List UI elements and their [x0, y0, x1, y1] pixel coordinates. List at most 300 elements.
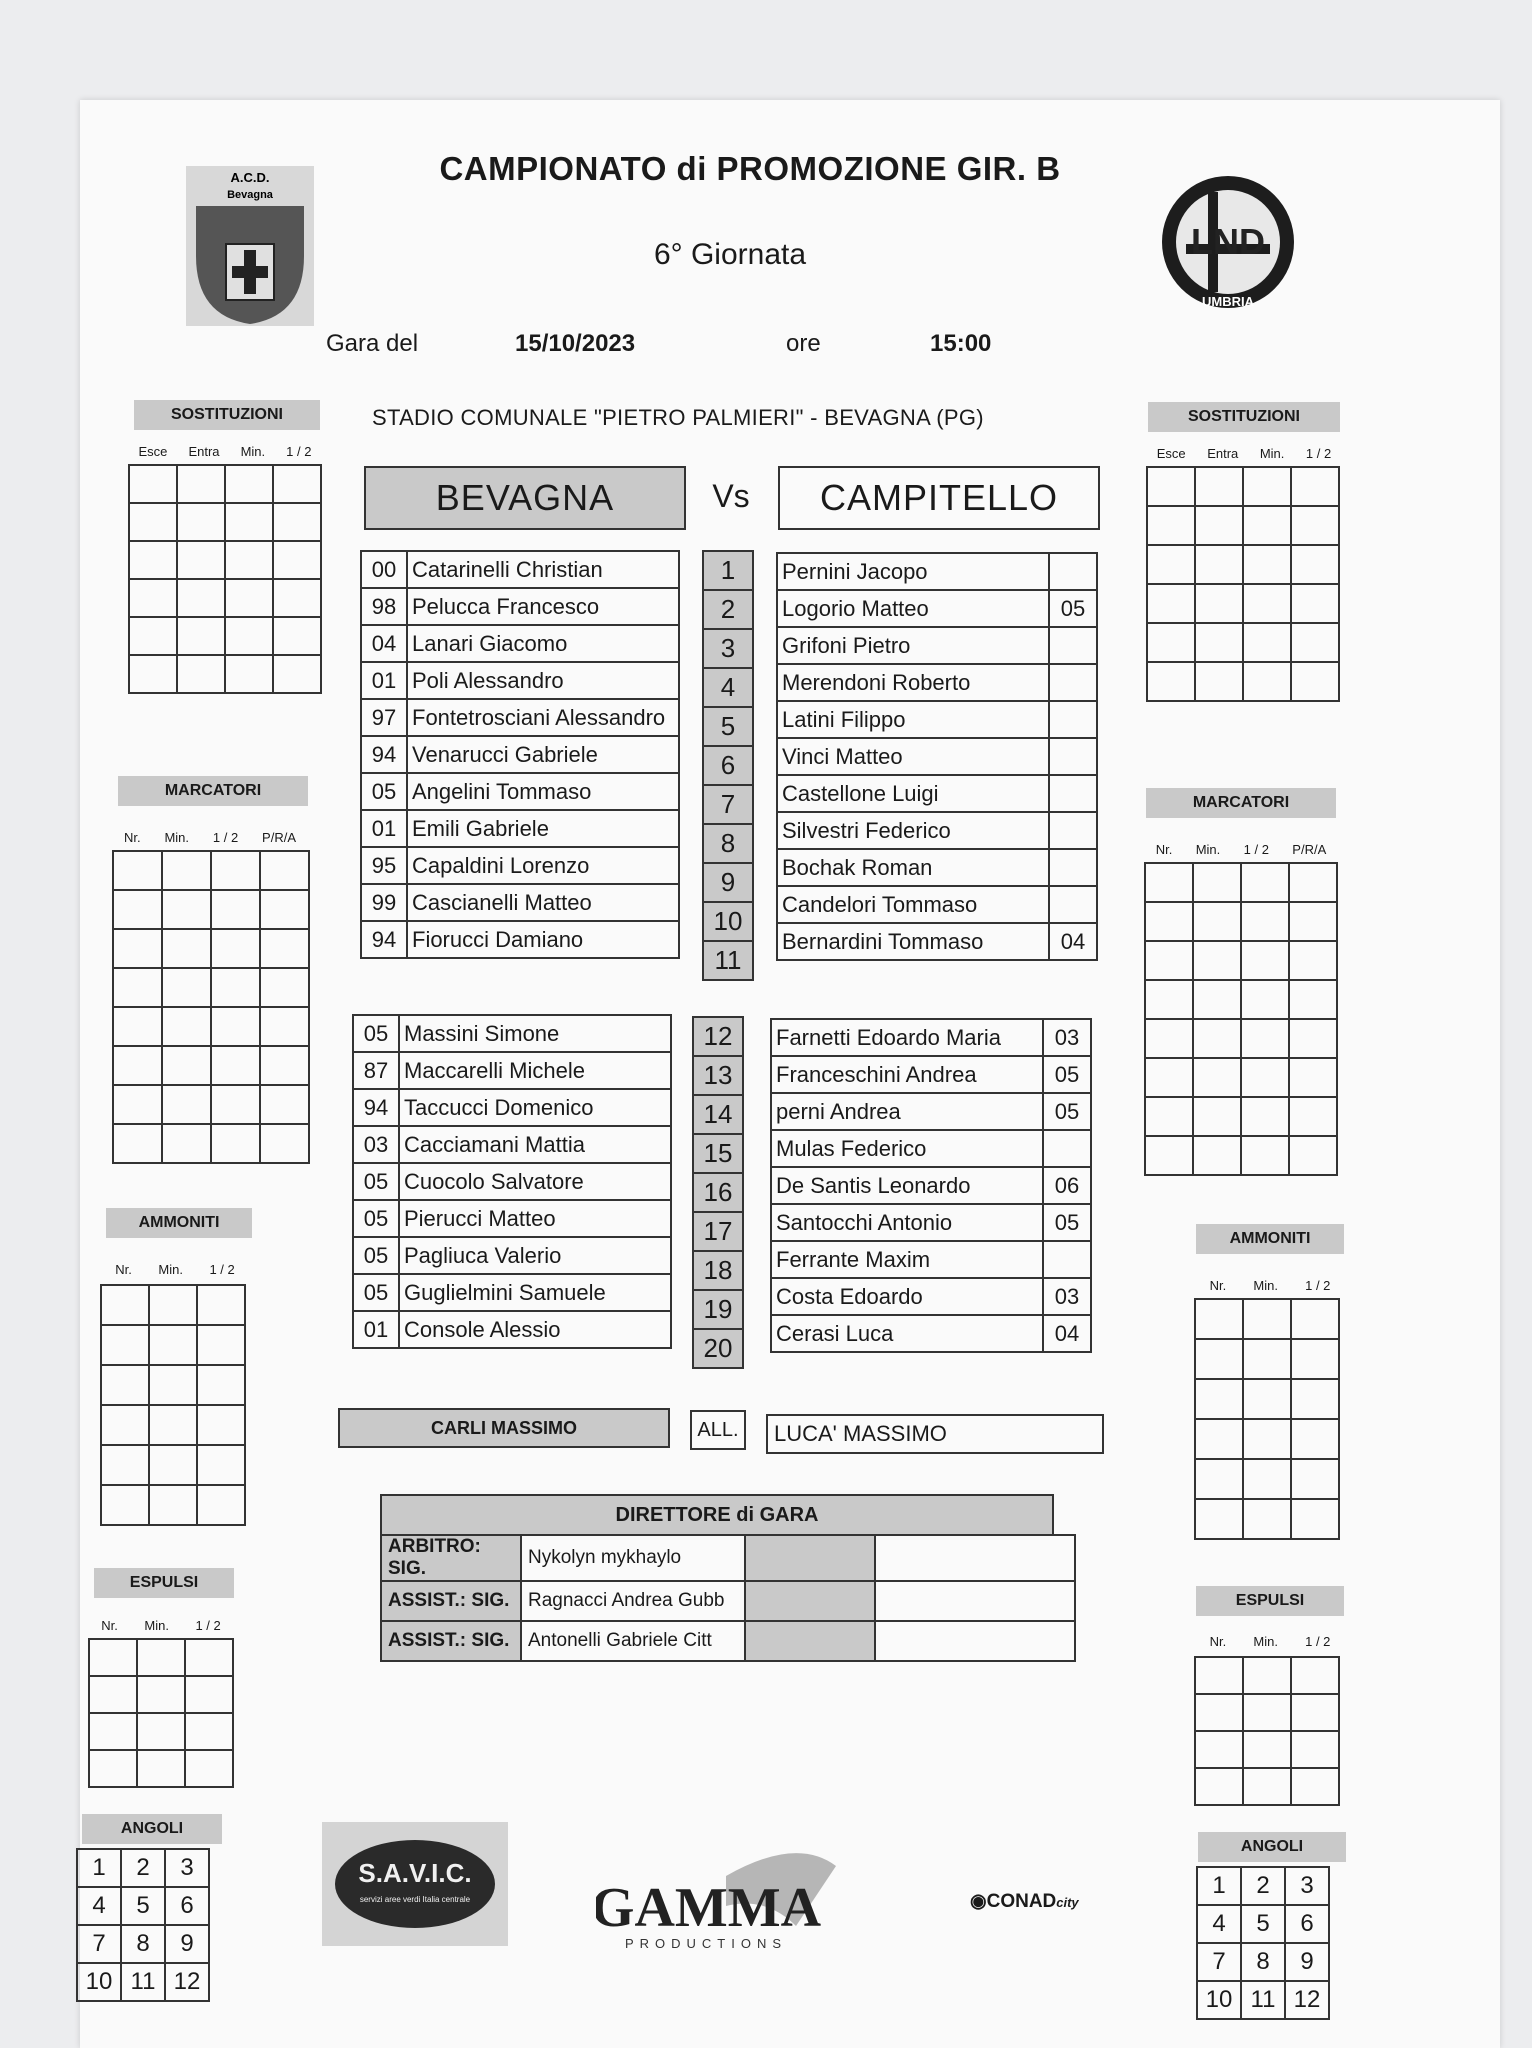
grid-cell[interactable] — [177, 579, 225, 617]
grid-row — [1195, 1459, 1339, 1499]
jersey-row — [703, 668, 753, 707]
grid-cell[interactable] — [177, 617, 225, 655]
grid-cell[interactable] — [1195, 1299, 1243, 1339]
grid-cell[interactable] — [1147, 545, 1195, 584]
player-birth-year: 87 — [353, 1052, 399, 1089]
grid-cell[interactable] — [137, 1750, 185, 1787]
player-name: Franceschini Andrea — [771, 1056, 1043, 1093]
grid-cell[interactable] — [1147, 623, 1195, 662]
grid-cell[interactable] — [1241, 1097, 1289, 1136]
corner-cell[interactable]: 5 — [121, 1887, 165, 1925]
referee-row — [381, 1535, 1075, 1581]
grid-cell[interactable] — [1243, 506, 1291, 545]
player-birth-year: 01 — [361, 810, 407, 847]
corner-cell[interactable]: 3 — [1285, 1867, 1329, 1905]
grid-cell[interactable] — [225, 617, 273, 655]
grid-cell[interactable] — [225, 465, 273, 503]
grid-row — [1195, 1299, 1339, 1339]
home-amm-columns: Nr. Min. 1 / 2 — [115, 1262, 235, 1277]
grid-cell[interactable] — [1193, 1097, 1241, 1136]
grid-cell[interactable] — [1193, 941, 1241, 980]
grid-cell[interactable] — [1291, 1299, 1339, 1339]
grid-cell[interactable] — [197, 1405, 245, 1445]
grid-cell[interactable] — [1147, 506, 1195, 545]
player-name: Bernardini Tommaso — [777, 923, 1049, 960]
grid-cell[interactable] — [273, 617, 321, 655]
home-bench-table — [352, 1014, 672, 1349]
referee-row — [381, 1581, 1075, 1621]
player-birth-year: 05 — [1043, 1093, 1091, 1130]
grid-cell[interactable] — [1145, 863, 1193, 902]
grid-cell[interactable] — [149, 1485, 197, 1525]
grid-cell[interactable] — [162, 1085, 211, 1124]
grid-cell[interactable] — [1145, 1097, 1193, 1136]
grid-cell[interactable] — [149, 1285, 197, 1325]
jersey-number: 13 — [693, 1056, 743, 1095]
grid-cell[interactable] — [273, 503, 321, 541]
player-name: Mulas Federico — [771, 1130, 1043, 1167]
grid-cell[interactable] — [1195, 1379, 1243, 1419]
grid-row — [113, 1085, 309, 1124]
jersey-number: 1 — [703, 551, 753, 590]
player-name: De Santis Leonardo — [771, 1167, 1043, 1204]
grid-cell[interactable] — [197, 1445, 245, 1485]
corner-cell[interactable]: 7 — [77, 1925, 121, 1963]
grid-cell[interactable] — [260, 1007, 309, 1046]
grid-cell[interactable] — [1243, 1768, 1291, 1805]
grid-row — [1145, 1019, 1337, 1058]
grid-cell[interactable] — [1145, 1019, 1193, 1058]
corner-cell[interactable]: 1 — [77, 1849, 121, 1887]
grid-cell[interactable] — [1241, 941, 1289, 980]
grid-cell[interactable] — [1147, 662, 1195, 701]
corner-cell[interactable]: 12 — [165, 1963, 209, 2001]
away-esp-columns: Nr. Min. 1 / 2 — [1209, 1634, 1331, 1649]
grid-cell[interactable] — [211, 1124, 260, 1163]
grid-cell[interactable] — [197, 1285, 245, 1325]
player-birth-year: 04 — [1049, 923, 1097, 960]
jersey-number: 18 — [693, 1251, 743, 1290]
player-name: Guglielmini Samuele — [399, 1274, 671, 1311]
grid-cell[interactable] — [1195, 506, 1243, 545]
grid-row — [1195, 1339, 1339, 1379]
grid-cell[interactable] — [1243, 623, 1291, 662]
grid-cell[interactable] — [1195, 545, 1243, 584]
grid-cell[interactable] — [1243, 1379, 1291, 1419]
grid-cell[interactable] — [1193, 863, 1241, 902]
lnd-umbria-logo — [1146, 172, 1310, 314]
grid-cell[interactable] — [1195, 1731, 1243, 1768]
corner-cell[interactable]: 10 — [1197, 1981, 1241, 2019]
player-birth-year: 05 — [353, 1274, 399, 1311]
grid-cell[interactable] — [101, 1365, 149, 1405]
grid-cell[interactable] — [1145, 1058, 1193, 1097]
grid-cell[interactable] — [89, 1639, 137, 1676]
grid-cell[interactable] — [1291, 1459, 1339, 1499]
grid-cell[interactable] — [129, 617, 177, 655]
grid-cell[interactable] — [113, 968, 162, 1007]
grid-cell[interactable] — [1291, 1694, 1339, 1731]
home-marcatori-label: MARCATORI — [118, 776, 308, 806]
grid-cell[interactable] — [101, 1485, 149, 1525]
corners-row — [77, 1963, 209, 2001]
grid-cell[interactable] — [1291, 1499, 1339, 1539]
bevagna-club-logo — [186, 166, 314, 326]
jersey-number: 10 — [703, 902, 753, 941]
corner-cell[interactable]: 11 — [121, 1963, 165, 2001]
player-row — [361, 810, 679, 847]
corner-cell[interactable]: 1 — [1197, 1867, 1241, 1905]
grid-cell[interactable] — [1147, 467, 1195, 506]
grid-cell[interactable] — [1145, 980, 1193, 1019]
grid-cell[interactable] — [113, 929, 162, 968]
grid-cell[interactable] — [177, 465, 225, 503]
player-row — [361, 847, 679, 884]
grid-cell[interactable] — [1243, 1694, 1291, 1731]
grid-cell[interactable] — [1193, 1136, 1241, 1175]
away-esp-grid[interactable] — [1194, 1656, 1340, 1806]
player-row — [771, 1056, 1091, 1093]
grid-cell[interactable] — [1193, 980, 1241, 1019]
player-row — [361, 699, 679, 736]
grid-cell[interactable] — [197, 1365, 245, 1405]
grid-cell[interactable] — [177, 541, 225, 579]
grid-cell[interactable] — [225, 541, 273, 579]
grid-cell[interactable] — [273, 579, 321, 617]
away-ammoniti-label: AMMONITI — [1196, 1224, 1344, 1254]
grid-cell[interactable] — [185, 1750, 233, 1787]
grid-cell[interactable] — [1291, 1731, 1339, 1768]
grid-cell[interactable] — [1241, 1019, 1289, 1058]
grid-cell[interactable] — [260, 968, 309, 1007]
player-name: Farnetti Edoardo Maria — [771, 1019, 1043, 1056]
grid-cell[interactable] — [162, 1124, 211, 1163]
player-row — [777, 627, 1097, 664]
grid-cell[interactable] — [1291, 506, 1339, 545]
away-sost-grid[interactable] — [1146, 466, 1340, 702]
grid-cell[interactable] — [1195, 1419, 1243, 1459]
corner-cell[interactable]: 7 — [1197, 1943, 1241, 1981]
svg-text:servizi aree verdi Italia cent: servizi aree verdi Italia centrale — [359, 1895, 471, 1904]
player-birth-year — [1049, 738, 1097, 775]
grid-cell[interactable] — [1289, 1058, 1337, 1097]
jersey-row — [703, 902, 753, 941]
grid-cell[interactable] — [177, 655, 225, 693]
grid-cell[interactable] — [1195, 1694, 1243, 1731]
grid-cell[interactable] — [101, 1285, 149, 1325]
grid-cell[interactable] — [1243, 1419, 1291, 1459]
jersey-number: 16 — [693, 1173, 743, 1212]
grid-cell[interactable] — [1289, 1097, 1337, 1136]
grid-cell[interactable] — [225, 503, 273, 541]
away-amm-grid[interactable] — [1194, 1298, 1340, 1540]
away-marc-grid[interactable] — [1144, 862, 1338, 1176]
home-team-name: BEVAGNA — [364, 466, 686, 530]
player-birth-year — [1049, 553, 1097, 590]
player-name: Catarinelli Christian — [407, 551, 679, 588]
jersey-row — [693, 1056, 743, 1095]
grid-cell[interactable] — [1193, 1058, 1241, 1097]
corner-cell[interactable]: 8 — [121, 1925, 165, 1963]
jersey-row — [693, 1095, 743, 1134]
corner-cell[interactable]: 11 — [1241, 1981, 1285, 2019]
grid-cell[interactable] — [129, 579, 177, 617]
grid-cell[interactable] — [149, 1445, 197, 1485]
grid-cell[interactable] — [1195, 1499, 1243, 1539]
jersey-number: 12 — [693, 1017, 743, 1056]
grid-cell[interactable] — [149, 1325, 197, 1365]
grid-cell[interactable] — [1291, 1339, 1339, 1379]
grid-cell[interactable] — [1147, 584, 1195, 623]
player-row — [361, 588, 679, 625]
grid-cell[interactable] — [129, 655, 177, 693]
away-corners-grid[interactable] — [1196, 1866, 1330, 2020]
grid-row — [113, 929, 309, 968]
corner-cell[interactable]: 6 — [1285, 1905, 1329, 1943]
player-row — [361, 773, 679, 810]
grid-cell[interactable] — [1291, 1419, 1339, 1459]
grid-cell[interactable] — [1195, 1459, 1243, 1499]
player-birth-year: 03 — [1043, 1019, 1091, 1056]
grid-cell[interactable] — [1289, 863, 1337, 902]
grid-cell[interactable] — [211, 968, 260, 1007]
grid-row — [101, 1365, 245, 1405]
grid-cell[interactable] — [113, 1124, 162, 1163]
player-row — [771, 1167, 1091, 1204]
savic-sponsor-logo — [322, 1822, 508, 1946]
grid-row — [1145, 1097, 1337, 1136]
grid-cell[interactable] — [101, 1445, 149, 1485]
grid-cell[interactable] — [162, 1007, 211, 1046]
grid-cell[interactable] — [89, 1676, 137, 1713]
grid-cell[interactable] — [162, 968, 211, 1007]
grid-cell[interactable] — [1145, 941, 1193, 980]
grid-cell[interactable] — [1241, 1136, 1289, 1175]
corner-cell[interactable]: 9 — [165, 1925, 209, 1963]
away-espulsi-label: ESPULSI — [1196, 1586, 1344, 1616]
corner-cell[interactable]: 4 — [77, 1887, 121, 1925]
corners-row — [77, 1849, 209, 1887]
grid-row — [89, 1676, 233, 1713]
grid-cell[interactable] — [1195, 623, 1243, 662]
player-row — [777, 849, 1097, 886]
grid-cell[interactable] — [129, 503, 177, 541]
grid-row — [113, 1007, 309, 1046]
grid-cell[interactable] — [260, 890, 309, 929]
grid-cell[interactable] — [113, 851, 162, 890]
grid-cell[interactable] — [273, 541, 321, 579]
home-marc-grid[interactable] — [112, 850, 310, 1164]
grid-cell[interactable] — [129, 465, 177, 503]
grid-cell[interactable] — [177, 503, 225, 541]
grid-cell[interactable] — [197, 1325, 245, 1365]
grid-cell[interactable] — [1243, 1299, 1291, 1339]
corner-cell[interactable]: 2 — [121, 1849, 165, 1887]
grid-cell[interactable] — [162, 890, 211, 929]
grid-cell[interactable] — [89, 1713, 137, 1750]
jersey-row — [703, 941, 753, 980]
grid-cell[interactable] — [1289, 1136, 1337, 1175]
player-row — [771, 1093, 1091, 1130]
grid-cell[interactable] — [137, 1639, 185, 1676]
grid-cell[interactable] — [1243, 1459, 1291, 1499]
grid-row — [101, 1405, 245, 1445]
grid-cell[interactable] — [225, 655, 273, 693]
player-row — [777, 886, 1097, 923]
player-birth-year — [1049, 627, 1097, 664]
conad-icon: ◉ — [970, 1891, 987, 1912]
grid-cell[interactable] — [1243, 1731, 1291, 1768]
home-marc-columns: Nr. Min. 1 / 2 P/R/A — [123, 830, 297, 845]
svg-text:UMBRIA: UMBRIA — [1202, 294, 1254, 309]
player-row — [777, 664, 1097, 701]
corner-cell[interactable]: 4 — [1197, 1905, 1241, 1943]
grid-cell[interactable] — [260, 929, 309, 968]
grid-cell[interactable] — [185, 1676, 233, 1713]
grid-cell[interactable] — [1145, 1136, 1193, 1175]
grid-cell[interactable] — [1195, 584, 1243, 623]
grid-cell[interactable] — [1243, 662, 1291, 701]
player-name: Pierucci Matteo — [399, 1200, 671, 1237]
grid-cell[interactable] — [1243, 1339, 1291, 1379]
grid-cell[interactable] — [101, 1405, 149, 1445]
grid-cell[interactable] — [89, 1750, 137, 1787]
corner-cell[interactable]: 9 — [1285, 1943, 1329, 1981]
grid-cell[interactable] — [1243, 1657, 1291, 1694]
gara-label: Gara del — [326, 330, 419, 357]
grid-cell[interactable] — [1243, 545, 1291, 584]
grid-cell[interactable] — [185, 1639, 233, 1676]
jersey-row — [703, 629, 753, 668]
grid-cell[interactable] — [1291, 545, 1339, 584]
player-birth-year: 01 — [353, 1311, 399, 1348]
grid-cell[interactable] — [1193, 902, 1241, 941]
grid-cell[interactable] — [137, 1713, 185, 1750]
home-amm-grid[interactable] — [100, 1284, 246, 1526]
grid-cell[interactable] — [260, 1046, 309, 1085]
grid-cell[interactable] — [1145, 902, 1193, 941]
grid-row — [1147, 623, 1339, 662]
grid-cell[interactable] — [1243, 584, 1291, 623]
player-row — [361, 921, 679, 958]
grid-cell[interactable] — [211, 851, 260, 890]
corner-cell[interactable]: 5 — [1241, 1905, 1285, 1943]
grid-cell[interactable] — [211, 1046, 260, 1085]
stadium-name: STADIO COMUNALE "PIETRO PALMIERI" - BEVAGNA (PG) — [372, 405, 984, 430]
grid-cell[interactable] — [185, 1713, 233, 1750]
grid-cell[interactable] — [1289, 980, 1337, 1019]
jersey-number: 7 — [703, 785, 753, 824]
grid-cell[interactable] — [149, 1365, 197, 1405]
grid-cell[interactable] — [211, 929, 260, 968]
grid-cell[interactable] — [273, 465, 321, 503]
grid-cell[interactable] — [1195, 1657, 1243, 1694]
player-row — [353, 1015, 671, 1052]
home-ammoniti-label: AMMONITI — [106, 1208, 252, 1238]
corner-cell[interactable]: 12 — [1285, 1981, 1329, 2019]
grid-row — [113, 1124, 309, 1163]
grid-cell[interactable] — [273, 655, 321, 693]
referee-row — [381, 1621, 1075, 1661]
grid-cell[interactable] — [162, 929, 211, 968]
grid-cell[interactable] — [129, 541, 177, 579]
grid-cell[interactable] — [1195, 1339, 1243, 1379]
grid-cell[interactable] — [1291, 623, 1339, 662]
grid-cell[interactable] — [162, 1046, 211, 1085]
grid-cell[interactable] — [113, 1046, 162, 1085]
player-row — [353, 1311, 671, 1348]
corner-cell[interactable]: 6 — [165, 1887, 209, 1925]
corner-cell[interactable]: 8 — [1241, 1943, 1285, 1981]
grid-cell[interactable] — [113, 1085, 162, 1124]
grid-cell[interactable] — [260, 851, 309, 890]
grid-cell[interactable] — [1291, 1768, 1339, 1805]
grid-cell[interactable] — [101, 1325, 149, 1365]
grid-cell[interactable] — [149, 1405, 197, 1445]
corner-cell[interactable]: 2 — [1241, 1867, 1285, 1905]
grid-cell[interactable] — [1291, 1657, 1339, 1694]
grid-cell[interactable] — [113, 890, 162, 929]
grid-cell[interactable] — [1291, 467, 1339, 506]
grid-cell[interactable] — [1241, 1058, 1289, 1097]
corner-cell[interactable]: 10 — [77, 1963, 121, 2001]
player-birth-year: 95 — [361, 847, 407, 884]
grid-cell[interactable] — [197, 1485, 245, 1525]
grid-cell[interactable] — [211, 890, 260, 929]
grid-cell[interactable] — [1289, 941, 1337, 980]
corner-cell[interactable]: 3 — [165, 1849, 209, 1887]
grid-cell[interactable] — [113, 1007, 162, 1046]
grid-cell[interactable] — [1289, 902, 1337, 941]
grid-cell[interactable] — [260, 1124, 309, 1163]
player-birth-year — [1049, 701, 1097, 738]
grid-cell[interactable] — [1289, 1019, 1337, 1058]
grid-cell[interactable] — [1241, 980, 1289, 1019]
home-corners-grid[interactable] — [76, 1848, 210, 2002]
grid-cell[interactable] — [211, 1007, 260, 1046]
player-row — [353, 1237, 671, 1274]
grid-cell[interactable] — [1243, 467, 1291, 506]
player-birth-year: 01 — [361, 662, 407, 699]
grid-cell[interactable] — [211, 1085, 260, 1124]
grid-cell[interactable] — [1195, 467, 1243, 506]
home-esp-grid[interactable] — [88, 1638, 234, 1788]
grid-cell[interactable] — [137, 1676, 185, 1713]
player-name: Cuocolo Salvatore — [399, 1163, 671, 1200]
player-row — [353, 1274, 671, 1311]
grid-cell[interactable] — [1291, 1379, 1339, 1419]
grid-cell[interactable] — [1243, 1499, 1291, 1539]
jersey-number: 17 — [693, 1212, 743, 1251]
grid-cell[interactable] — [1241, 902, 1289, 941]
grid-cell[interactable] — [225, 579, 273, 617]
home-sost-grid[interactable] — [128, 464, 322, 694]
grid-cell[interactable] — [1195, 1768, 1243, 1805]
grid-cell[interactable] — [1195, 662, 1243, 701]
player-row — [361, 884, 679, 921]
grid-cell[interactable] — [1291, 662, 1339, 701]
away-amm-columns: Nr. Min. 1 / 2 — [1209, 1278, 1331, 1293]
player-name: Fontetrosciani Alessandro — [407, 699, 679, 736]
grid-cell[interactable] — [1193, 1019, 1241, 1058]
player-birth-year — [1043, 1130, 1091, 1167]
away-bench-table — [770, 1018, 1092, 1353]
grid-cell[interactable] — [1241, 863, 1289, 902]
grid-cell[interactable] — [162, 851, 211, 890]
grid-cell[interactable] — [260, 1085, 309, 1124]
player-name: Emili Gabriele — [407, 810, 679, 847]
grid-cell[interactable] — [1291, 584, 1339, 623]
